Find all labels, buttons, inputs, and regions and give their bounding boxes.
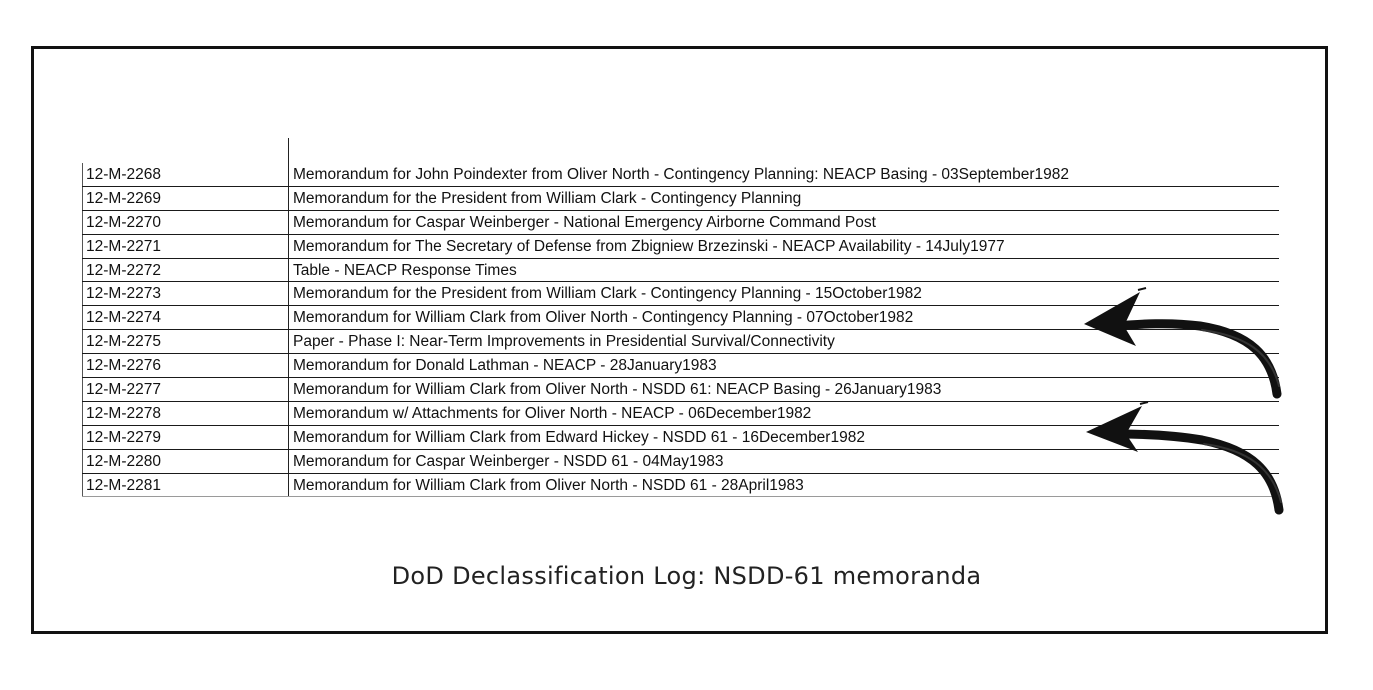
document-id-cell: 12-M-2273 xyxy=(82,282,289,305)
document-id-cell: 12-M-2274 xyxy=(82,306,289,329)
document-id-cell: 12-M-2268 xyxy=(82,163,289,186)
document-id-cell: 12-M-2280 xyxy=(82,450,289,473)
document-title-cell: Memorandum for The Secretary of Defense from Zbigniew Brzezinski - NEACP Availability - 14July1977 xyxy=(293,237,1005,255)
table-header-spacer xyxy=(82,138,1279,163)
document-title-cell: Memorandum for William Clark from Oliver North - NSDD 61: NEACP Basing - 26January1983 xyxy=(293,381,942,399)
document-id-cell: 12-M-2270 xyxy=(82,211,289,234)
document-title-cell: Memorandum w/ Attachments for Oliver North - NEACP - 06December1982 xyxy=(293,404,812,422)
document-title-cell: Memorandum for Caspar Weinberger - National Emergency Airborne Command Post xyxy=(293,213,876,231)
document-title-cell: Paper - Phase I: Near-Term Improvements in Presidential Survival/Connectivity xyxy=(293,333,835,351)
document-id-cell: 12-M-2269 xyxy=(82,187,289,210)
document-id-cell: 12-M-2276 xyxy=(82,354,289,377)
document-id-cell: 12-M-2277 xyxy=(82,378,289,401)
figure-caption: DoD Declassification Log: NSDD-61 memoranda xyxy=(391,562,982,590)
document-id-cell: 12-M-2278 xyxy=(82,402,289,425)
document-title-cell: Memorandum for William Clark from Edward Hickey - NSDD 61 - 16December1982 xyxy=(293,428,865,446)
curved-arrow-icon xyxy=(1080,286,1285,401)
document-id-cell: 12-M-2275 xyxy=(82,330,289,353)
document-title-cell: Memorandum for William Clark from Oliver North - NSDD 61 - 28April1983 xyxy=(293,476,804,494)
table-row xyxy=(82,211,1279,235)
document-title-cell: Memorandum for John Poindexter from Oliver North - Contingency Planning: NEACP Basing - 03September1982 xyxy=(293,166,1069,183)
document-title-cell: Memorandum for the President from William Clark - Contingency Planning - 15October1982 xyxy=(293,285,922,303)
curved-arrow-icon xyxy=(1082,402,1287,517)
table-row xyxy=(82,235,1279,259)
table-row xyxy=(82,259,1279,283)
document-title-cell: Memorandum for William Clark from Oliver North - Contingency Planning - 07October1982 xyxy=(293,309,914,327)
table-row xyxy=(82,163,1279,187)
document-title-cell: Memorandum for the President from William Clark - Contingency Planning xyxy=(293,189,802,207)
document-id-cell: 12-M-2272 xyxy=(82,259,289,282)
document-id-cell: 12-M-2281 xyxy=(82,474,289,497)
document-title-cell: Memorandum for Caspar Weinberger - NSDD 61 - 04May1983 xyxy=(293,452,724,470)
document-id-cell: 12-M-2279 xyxy=(82,426,289,449)
column-divider xyxy=(288,138,289,163)
document-title-cell: Memorandum for Donald Lathman - NEACP - 28January1983 xyxy=(293,357,717,375)
table-row xyxy=(82,187,1279,211)
document-id-cell: 12-M-2271 xyxy=(82,235,289,258)
document-title-cell: Table - NEACP Response Times xyxy=(293,261,517,279)
